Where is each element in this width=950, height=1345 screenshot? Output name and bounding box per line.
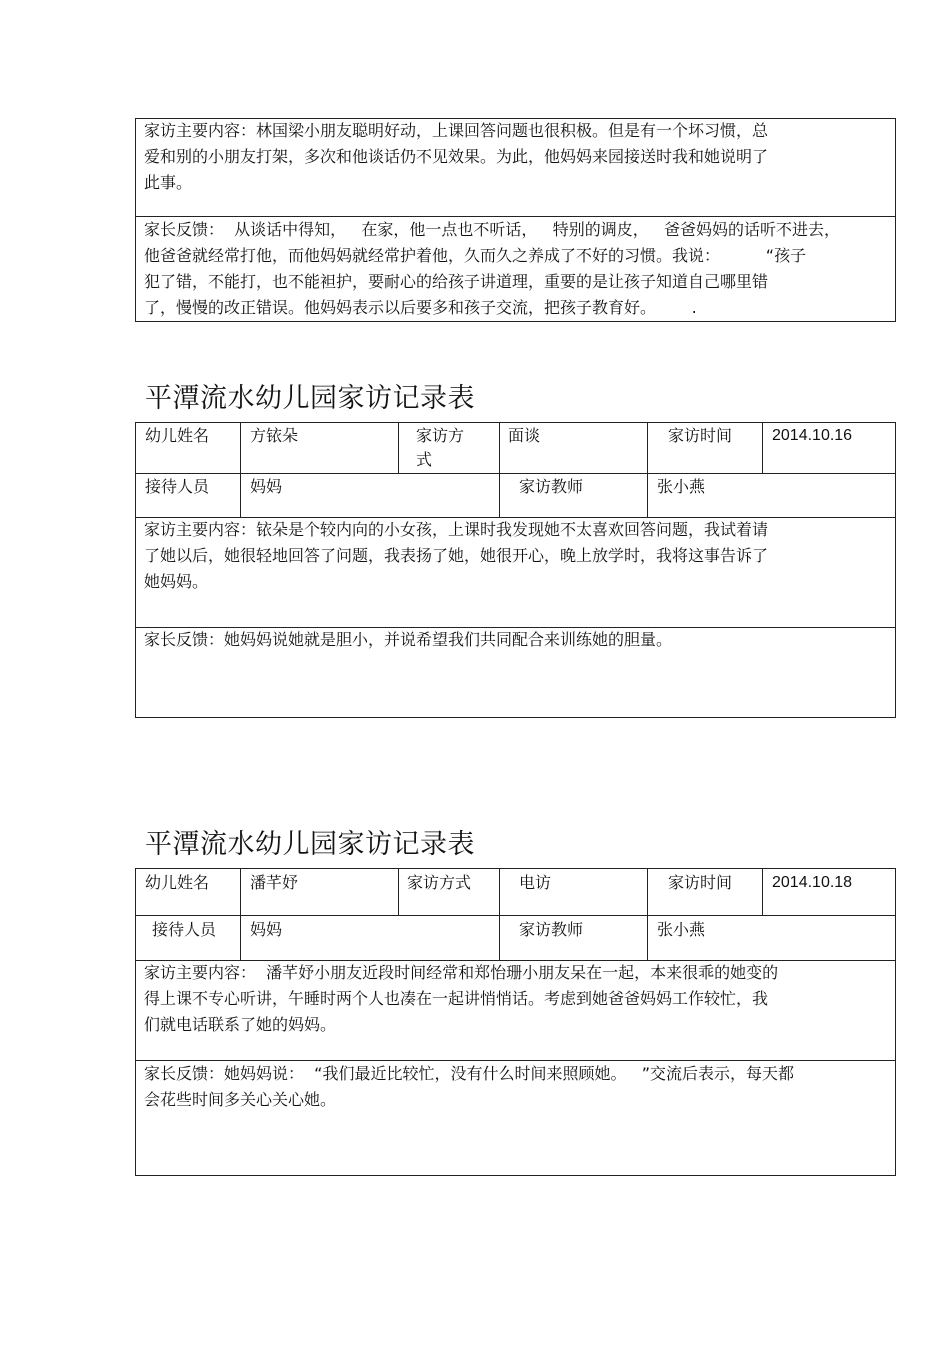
record1-col-divider-d [647,422,648,518]
record2-time-label: 家访时间 [668,873,733,892]
record1-teacher: 张小燕 [657,477,706,496]
record1-child-label: 幼儿姓名 [145,426,210,445]
record1-teacher-label: 家访教师 [519,477,584,496]
record1-method-label: 家访方 式 [416,426,465,469]
record0-content: 家访主要内容：林国梁小朋友聪明好动，上课回答问题也很积极。但是有一个坏习惯，总 爱和别的小朋友打架，多次和他谈话仍不见效果。为此，他妈妈来园接送时我和她说明了 此事。 [144,121,769,192]
record1-method: 面谈 [508,426,541,445]
record1-receiver: 妈妈 [250,477,283,496]
record2-receiver-label: 接待人员 [152,920,217,939]
record2-col-divider-a [240,868,241,961]
record1-child-name: 方铱朵 [250,426,299,445]
record2-method: 电访 [519,873,552,892]
record2-child-label: 幼儿姓名 [145,873,210,892]
record1-content: 家访主要内容：铱朵是个较内向的小女孩，上课时我发现她不太喜欢回答问题，我试着请 了她以后，她很轻地回答了问题，我表扬了她，她很开心，晚上放学时，我将这事告诉了 她妈妈。 [144,520,769,591]
record2-time: 2014.10.18 [772,874,853,891]
record1-feedback: 家长反馈：她妈妈说她就是胆小，并说希望我们共同配合来训练她的胆量。 [144,630,673,649]
record2-col-divider-c [499,868,500,961]
record1-receiver-label: 接待人员 [145,477,210,496]
record2-col-divider-b [398,868,399,916]
record1-col-divider-e [762,422,763,474]
record1-col-divider-a [240,422,241,518]
record1-time-label: 家访时间 [668,426,733,445]
record1-row-divider-1 [135,473,896,474]
record1-title: 平潭流水幼儿园家访记录表 [145,383,475,414]
record2-receiver: 妈妈 [250,920,283,939]
record2-feedback: 家长反馈：她妈妈说： “我们最近比较忙，没有什么时间来照顾她。 ”交流后表示，每天都 会花些时间多关心关心她。 [144,1064,795,1109]
record2-col-divider-d [647,868,648,961]
record2-teacher: 张小燕 [657,920,706,939]
record1-col-divider-c [499,422,500,518]
record2-content: 家访主要内容： 潘芊妤小朋友近段时间经常和郑怡珊小朋友呆在一起，本来很乖的她变的 得上课不专心听讲，午睡时两个人也凑在一起讲悄悄话。考虑到她爸爸妈妈工作较忙，我 们就电话联系了她的妈妈。 [144,963,779,1034]
record2-row-divider-1 [135,915,896,916]
record1-col-divider-b [398,422,399,474]
record2-col-divider-e [762,868,763,916]
record2-title: 平潭流水幼儿园家访记录表 [145,829,475,860]
record2-method-label: 家访方式 [407,873,472,892]
record2-teacher-label: 家访教师 [519,920,584,939]
record2-child-name: 潘芊妤 [250,873,299,892]
record0-feedback: 家长反馈： 从谈话中得知， 在家，他一点也不听话， 特别的调皮， 爸爸妈妈的话听不进去， 他爸爸就经常打他，而他妈妈就经常护着他，久而久之养成了不好的习惯。我说： “孩子 犯了错，不能打，也不能袒护，要耐心的给孩子讲道理，重要的是让孩子知道自己哪里错 了，慢慢的改正错误。他妈妈表示以后要多和孩子交流，把孩子教育好。 . [144,220,840,317]
record1-time: 2014.10.16 [772,427,853,444]
